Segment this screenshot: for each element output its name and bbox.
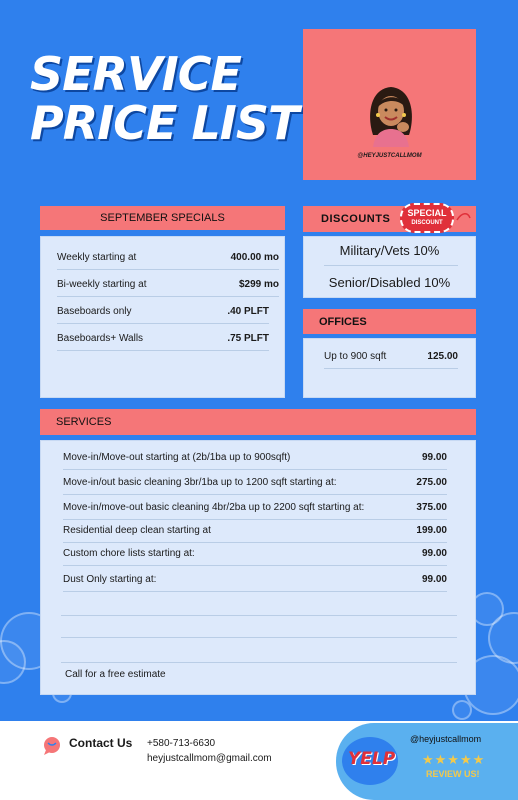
- contact-phone[interactable]: +580-713-6630: [147, 738, 216, 749]
- row-label: Residential deep clean starting at: [63, 524, 211, 536]
- services-header: [40, 409, 476, 435]
- table-row: [63, 567, 447, 592]
- table-row: [63, 470, 447, 495]
- offices-title: OFFICES: [319, 316, 367, 328]
- row-value: 375.00: [416, 501, 447, 513]
- rating-stars: ★★★★★: [422, 752, 486, 767]
- row-value: 99.00: [421, 573, 447, 585]
- table-row: [57, 299, 269, 324]
- page-title: [30, 47, 299, 150]
- discounts-panel: [303, 236, 476, 298]
- row-label: Bi-weekly starting at: [57, 278, 147, 290]
- table-row: [63, 541, 447, 566]
- logo-card: [303, 29, 476, 180]
- divider: [324, 265, 458, 266]
- title-line-1: SERVICE: [30, 47, 241, 101]
- yelp-handle: @heyjustcallmom: [410, 734, 482, 744]
- row-value: 99.00: [421, 547, 447, 559]
- badge-line-2: DISCOUNT: [411, 220, 443, 226]
- row-label: Dust Only starting at:: [63, 573, 157, 585]
- row-value: 125.00: [427, 350, 458, 362]
- decorative-bubble: [452, 700, 472, 720]
- free-estimate-note: Call for a free estimate: [65, 669, 166, 680]
- table-row: [57, 245, 279, 270]
- table-row: [57, 326, 269, 351]
- tag-string-icon: [456, 210, 472, 226]
- row-label: Weekly starting at: [57, 251, 137, 263]
- offices-header: [303, 309, 476, 334]
- row-value: 275.00: [416, 476, 447, 488]
- blank-line: [61, 662, 457, 663]
- footer: [0, 721, 518, 800]
- row-label: Custom chore lists starting at:: [63, 547, 195, 559]
- row-value: 199.00: [416, 524, 447, 536]
- table-row: [63, 445, 447, 470]
- row-label: Baseboards only: [57, 305, 132, 317]
- discounts-title: DISCOUNTS: [321, 213, 391, 225]
- row-value: .75 PLFT: [227, 332, 269, 344]
- table-row: [324, 344, 458, 369]
- chat-bubble-icon: [42, 736, 62, 756]
- logo-handle: @HEYJUSTCALLMOM: [357, 153, 422, 159]
- row-label: Up to 900 sqft: [324, 350, 387, 362]
- row-label: Move-in/move-out basic cleaning 4br/2ba up to 2200 sqft starting at:: [63, 501, 365, 513]
- table-row: [63, 518, 447, 543]
- september-specials-header: [40, 206, 285, 230]
- mom-illustration-icon: [359, 77, 423, 147]
- contact-title: Contact Us: [69, 736, 133, 750]
- table-row: [63, 495, 447, 520]
- badge-line-1: SPECIAL: [407, 208, 447, 218]
- row-value: .40 PLFT: [227, 305, 269, 317]
- title-line-2: PRICE LIST: [30, 96, 299, 150]
- blank-line: [61, 637, 457, 638]
- yelp-logo-text: YELP: [348, 749, 396, 769]
- review-us-label: REVIEW US!: [426, 769, 480, 779]
- blank-line: [61, 615, 457, 616]
- offices-panel: [303, 338, 476, 398]
- row-label: Move-in/out basic cleaning 3br/1ba up to 1200 sqft starting at:: [63, 476, 337, 488]
- services-title: SERVICES: [56, 416, 112, 428]
- contact-email[interactable]: heyjustcallmom@gmail.com: [147, 753, 272, 764]
- september-specials-title: SEPTEMBER SPECIALS: [100, 212, 225, 224]
- discount-item: Senior/Disabled 10%: [328, 275, 451, 290]
- row-label: Baseboards+ Walls: [57, 332, 144, 344]
- row-value: 99.00: [421, 451, 447, 463]
- discount-item: Military/Vets 10%: [339, 243, 440, 258]
- special-discount-badge: [400, 203, 454, 233]
- row-value: 400.00 mo: [230, 251, 279, 263]
- row-value: $299 mo: [238, 278, 279, 290]
- table-row: [57, 272, 279, 297]
- services-panel: [40, 440, 476, 695]
- row-label: Move-in/Move-out starting at (2b/1ba up to 900sqft): [63, 451, 291, 463]
- september-specials-panel: [40, 236, 285, 398]
- yelp-review-card[interactable]: [336, 723, 518, 800]
- discounts-header: [303, 206, 476, 232]
